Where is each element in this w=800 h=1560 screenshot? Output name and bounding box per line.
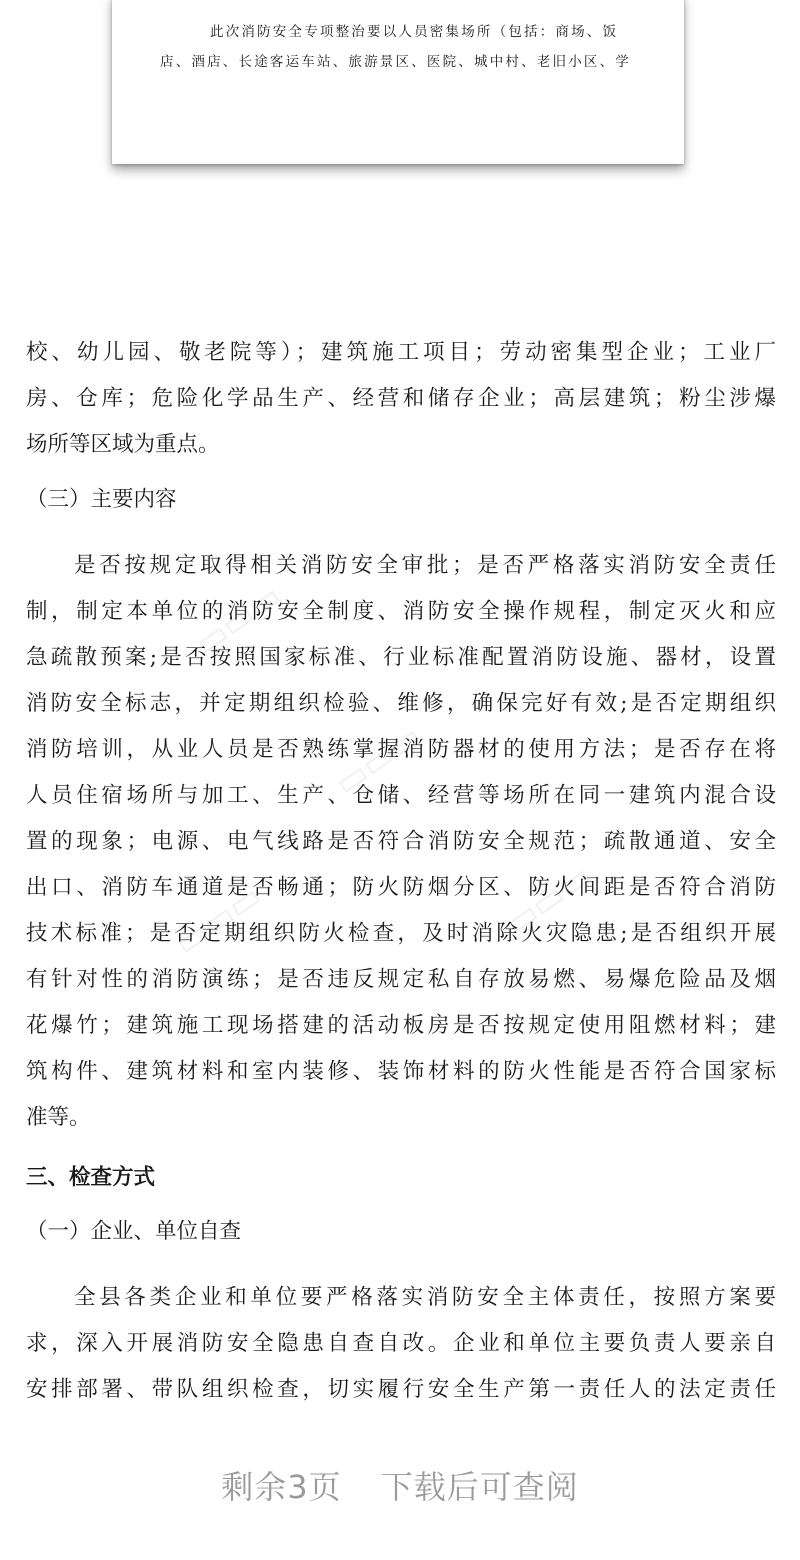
body-line: 花爆竹；建筑施工现场搭建的活动板房是否按规定使用阻燃材料；建 — [26, 1013, 776, 1038]
remaining-pages-banner[interactable] — [0, 1462, 800, 1508]
body-line: 技术标准；是否定期组织防火检查，及时消除火灾隐患;是否组织开展 — [26, 921, 776, 946]
body-line: 准等。 — [26, 1105, 91, 1130]
download-to-view-label: 下载后可查阅 — [380, 1468, 579, 1506]
watermark-mark: ▭▭▭ — [167, 875, 270, 965]
preview-page-card — [112, 0, 684, 164]
paragraph-first-line: 是否按规定取得相关消防安全审批；是否严格落实消防安全责任 — [74, 553, 776, 578]
body-line: 消防培训，从业人员是否熟练掌握消防器材的使用方法；是否存在将 — [26, 737, 776, 762]
body-line: 校、幼儿园、敬老院等）；建筑施工项目；劳动密集型企业；工业厂 — [26, 340, 776, 365]
section-heading: （三）主要内容 — [26, 487, 177, 512]
body-line: 房、仓库；危险化学品生产、经营和储存企业；高层建筑；粉尘涉爆 — [26, 386, 776, 411]
body-line: 求，深入开展消防安全隐患自查自改。企业和单位主要负责人要亲自 — [26, 1331, 776, 1356]
card-text-line: 此次消防安全专项整治要以人员密集场所（包括：商场、饭 — [210, 24, 619, 40]
body-line: 急疏散预案;是否按照国家标准、行业标准配置消防设施、器材，设置 — [26, 645, 776, 670]
remaining-pages-label: 剩余3页 — [221, 1468, 342, 1506]
body-line: 人员住宿场所与加工、生产、仓储、经营等场所在同一建筑内混合设 — [26, 783, 776, 808]
body-line: 制，制定本单位的消防安全制度、消防安全操作规程，制定灭火和应 — [26, 599, 776, 624]
watermark-mark: ▭▭▭ — [497, 855, 600, 945]
watermark-mark: ▭▭▭ — [187, 575, 290, 665]
body-line: 置的现象；电源、电气线路是否符合消防安全规范；疏散通道、安全 — [26, 829, 776, 854]
section-heading: 三、检查方式 — [26, 1165, 156, 1190]
body-line: 场所等区域为重点。 — [26, 432, 220, 457]
subsection-heading: （一）企业、单位自查 — [26, 1219, 242, 1244]
body-line: 筑构件、建筑材料和室内装修、装饰材料的防火性能是否符合国家标 — [26, 1059, 776, 1084]
watermark-mark: ▭▭▭ — [327, 715, 430, 805]
paragraph-first-line: 全县各类企业和单位要严格落实消防安全主体责任，按照方案要 — [74, 1285, 776, 1310]
body-line: 消防安全标志，并定期组织检验、维修，确保完好有效;是否定期组织 — [26, 691, 776, 716]
card-text-line: 店、酒店、长途客运车站、旅游景区、医院、城中村、老旧小区、学 — [160, 54, 631, 70]
body-line: 出口、消防车通道是否畅通；防火防烟分区、防火间距是否符合消防 — [26, 875, 776, 900]
body-line: 安排部署、带队组织检查，切实履行安全生产第一责任人的法定责任 — [26, 1377, 776, 1402]
body-line: 有针对性的消防演练；是否违反规定私自存放易燃、易爆危险品及烟 — [26, 967, 776, 992]
